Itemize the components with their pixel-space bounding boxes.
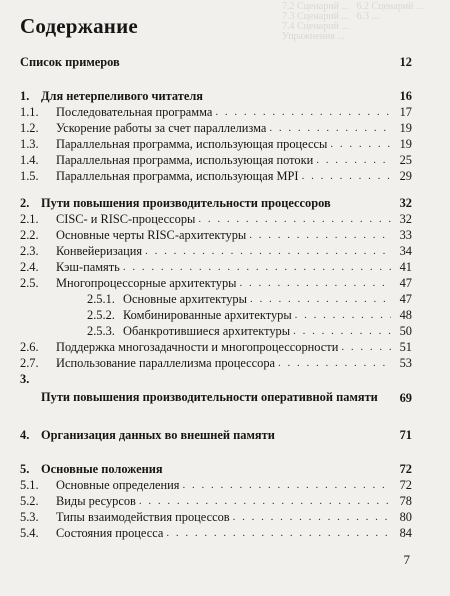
toc-entry[interactable] — [20, 227, 412, 243]
toc-entry-title: CISC- и RISC-процессоры — [56, 212, 196, 226]
toc-entry-title: Основные архитектуры — [123, 292, 247, 306]
toc-entry-title: Для нетерпеливого читателя — [41, 89, 204, 103]
toc-entry-page: 80 — [399, 510, 412, 524]
toc-leader — [182, 478, 391, 493]
toc-entry-number: 2.7. — [20, 356, 39, 370]
page-number: 7 — [403, 552, 410, 567]
toc-entry-number: 5.3. — [20, 510, 39, 524]
toc-entry-page: 12 — [399, 55, 412, 69]
toc-entry-number: 2.5.1. — [87, 292, 115, 306]
toc-entry-page: 33 — [399, 228, 412, 242]
toc-entry-title: Ускорение работы за счет параллелизма — [56, 121, 267, 135]
toc-leader — [269, 121, 391, 136]
toc-entry-number: 2.1. — [20, 212, 39, 226]
toc-entry-title: Типы взаимодействия процессов — [56, 510, 230, 524]
toc-entry-page: 50 — [399, 324, 412, 338]
toc-entry[interactable] — [20, 88, 412, 104]
toc-entry-page: 51 — [399, 340, 412, 354]
toc-entry-number: 1.1. — [20, 105, 39, 119]
toc-entry-number: 1.2. — [20, 121, 39, 135]
toc-entry-title: Основные черты RISC-архитектуры — [56, 228, 247, 242]
toc-leader — [145, 244, 391, 259]
toc-leader — [166, 526, 391, 541]
toc-leader — [341, 340, 391, 355]
toc-entry-page: 72 — [399, 478, 412, 492]
page-title: Содержание — [20, 14, 138, 38]
toc-entry-page: 53 — [399, 356, 412, 370]
toc-entry[interactable] — [20, 152, 412, 168]
toc-entry[interactable] — [20, 372, 412, 406]
toc-leader — [198, 212, 391, 227]
toc-entry-number: 3. — [20, 372, 30, 386]
toc-entry-title: Комбинированные архитектуры — [123, 308, 292, 322]
toc-leader — [239, 276, 391, 291]
toc-entry-number: 1.5. — [20, 169, 39, 183]
toc-entry[interactable] — [20, 355, 412, 371]
toc-entry-title: Организация данных во внешней памяти — [41, 428, 275, 442]
toc-entry-page: 84 — [399, 526, 412, 540]
toc-leader — [215, 105, 391, 120]
toc-entry-title: Обанкротившиеся архитектуры — [123, 324, 291, 338]
toc-entry[interactable] — [20, 493, 412, 509]
toc-entry-title: Многопроцессорные архитектуры — [56, 276, 237, 290]
toc-entry-title: Кэш-память — [56, 260, 120, 274]
toc-entry-number: 1.3. — [20, 137, 39, 151]
toc-entry[interactable] — [20, 477, 412, 493]
toc-entry[interactable] — [20, 136, 412, 152]
toc-entry-number: 1.4. — [20, 153, 39, 167]
toc-leader — [330, 137, 391, 152]
toc-entry-page: 78 — [399, 494, 412, 508]
toc-entry-title: Параллельная программа, использующая MPI — [56, 169, 299, 183]
toc-entry[interactable] — [20, 291, 412, 307]
toc-entry-number: 5.2. — [20, 494, 39, 508]
toc-entry[interactable] — [20, 211, 412, 227]
toc-leader — [250, 292, 391, 307]
toc-entry-number: 2.6. — [20, 340, 39, 354]
toc-entry-number: 2.2. — [20, 228, 39, 242]
toc-leader — [278, 356, 391, 371]
toc-leader — [293, 324, 391, 339]
toc-entry-page: 72 — [399, 462, 412, 476]
toc-leader — [302, 169, 391, 184]
toc-leader — [139, 494, 391, 509]
toc-entry[interactable] — [20, 120, 412, 136]
toc-entry[interactable] — [20, 427, 412, 443]
toc-entry-number: 2.5. — [20, 276, 39, 290]
toc-entry-title: Пути повышения производительности процессоров — [41, 196, 331, 210]
toc-entry-number: 4. — [20, 428, 30, 442]
toc-entry-title: Конвейеризация — [56, 244, 143, 258]
toc-entry-number: 1. — [20, 89, 30, 103]
toc-entry[interactable] — [20, 195, 412, 211]
toc-entry-page: 69 — [399, 391, 412, 405]
toc-leader — [316, 153, 391, 168]
toc-entry[interactable] — [20, 525, 412, 541]
toc-entry-page: 34 — [399, 244, 412, 258]
toc-entry-title: Поддержка многозадачности и многопроцессорности — [56, 340, 339, 354]
toc-entry-title: Пути повышения производительности оперативной памяти — [41, 390, 378, 404]
toc-entry-number: 2.5.3. — [87, 324, 115, 338]
toc-entry-number: 5.1. — [20, 478, 39, 492]
toc-entry-title: Состояния процесса — [56, 526, 164, 540]
bleed-through-text: 7.2 Сценарий ... 6.2 Сценарий ... 7.3 Сценарий ... 6.3 ... 7.4 Сценарий ... Упражнения ... — [282, 1, 424, 42]
toc-entry[interactable] — [20, 54, 412, 70]
toc-entry-page: 25 — [399, 153, 412, 167]
toc-entry-title: Основные определения — [56, 478, 180, 492]
toc-entry[interactable] — [20, 509, 412, 525]
toc-entry[interactable] — [20, 275, 412, 291]
toc-entry[interactable] — [20, 243, 412, 259]
toc-entry-number: 2.3. — [20, 244, 39, 258]
toc-entry-page: 32 — [399, 196, 412, 210]
toc-entry-title: Основные положения — [41, 462, 163, 476]
toc-entry-title: Параллельная программа, использующая потоки — [56, 153, 314, 167]
toc-entry-page: 32 — [399, 212, 412, 226]
toc-entry-number: 2.4. — [20, 260, 39, 274]
toc-entry-page: 16 — [399, 89, 412, 103]
toc-entry-page: 47 — [399, 276, 412, 290]
toc-entry[interactable] — [20, 104, 412, 120]
toc-leader — [123, 260, 391, 275]
toc-entry-title: Последовательная программа — [56, 105, 213, 119]
toc-entry[interactable] — [20, 339, 412, 355]
toc-entry[interactable] — [20, 259, 412, 275]
toc-entry-title: Виды ресурсов — [56, 494, 136, 508]
toc-entry-page: 48 — [399, 308, 412, 322]
toc-entry-page: 47 — [399, 292, 412, 306]
toc-entry-title: Параллельная программа, использующая процессы — [56, 137, 328, 151]
toc-entry[interactable] — [20, 461, 412, 477]
toc-entry-page: 19 — [399, 137, 412, 151]
toc-leader — [249, 228, 391, 243]
toc-leader — [295, 308, 391, 323]
toc-entry-title: Использование параллелизма процессора — [56, 356, 276, 370]
toc-entry-number: 2.5.2. — [87, 308, 115, 322]
toc-entry-page: 71 — [399, 428, 412, 442]
toc-entry[interactable] — [20, 323, 412, 339]
toc-entry-page: 19 — [399, 121, 412, 135]
toc-entry-page: 41 — [399, 260, 412, 274]
toc-entry[interactable] — [20, 168, 412, 184]
toc-entry-page: 29 — [399, 169, 412, 183]
toc-leader — [233, 510, 391, 525]
toc-entry-number: 2. — [20, 196, 30, 210]
toc-entry[interactable] — [20, 307, 412, 323]
toc-entry-number: 5. — [20, 462, 30, 476]
toc-entry-title: Список примеров — [20, 55, 120, 69]
toc-entry-page: 17 — [399, 105, 412, 119]
toc-entry-number: 5.4. — [20, 526, 39, 540]
